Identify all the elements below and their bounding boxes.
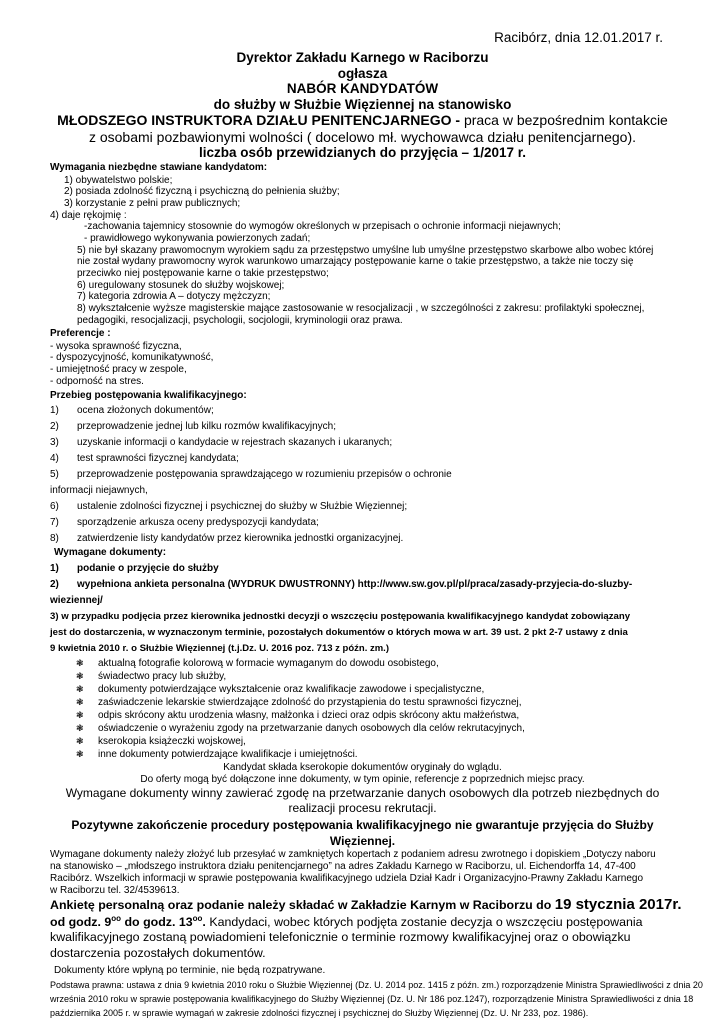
procedure-item: przeprowadzenie postępowania sprawdzającego w rozumieniu przepisów o ochronie — [77, 469, 452, 480]
requirements-heading: Wymagania niezbędne stawiane kandydatom: — [50, 162, 268, 173]
requirement-item: pedagogiki, resocjalizacji, psychologii, socjologii, kryminologii oraz prawa. — [77, 315, 403, 326]
bullet-item: ❃ oświadczenie o wyrażeniu zgody na przetwarzanie danych osobowych dla celów rekrutacyjnych, — [76, 723, 525, 734]
consent-note-2: realizacji procesu rekrutacji. — [288, 801, 437, 815]
requirement-item: 7) kategoria zdrowia A – dotyczy mężczyzn; — [77, 291, 271, 302]
document-item: wieziennej/ — [50, 595, 103, 606]
procedure-num: 1) — [50, 405, 59, 416]
consent-note: Wymagane dokumenty winny zawierać zgodę na przetwarzanie danych osobowych dla potrzeb niezbędnych do — [65, 786, 660, 800]
legal-basis: września 2010 roku w sprawie postępowania kwalifikacyjnego do Służby Więziennej (Dz. U. Nr 186 poz.1247), rozporządzenie Ministra Sprawiedliwości z dnia 18 — [50, 994, 694, 1004]
procedure-num: 6) — [50, 501, 59, 512]
requirement-item: 6) uregulowany stosunek do służby wojskowej; — [77, 280, 285, 291]
bullet-item: ❃ zaświadczenie lekarskie stwierdzające zdolność do przystąpienia do testu sprawności fizycznej, — [76, 697, 522, 708]
bullet-item: ❃ świadectwo pracy lub służby, — [76, 671, 227, 682]
procedure-num: 3) — [50, 437, 59, 448]
procedure-num: 5) — [50, 469, 59, 480]
procedure-item: ocena złożonych dokumentów; — [77, 405, 214, 416]
hours-line: od godz. $9^{oo}$ do godz. $13^{oo}$. Kandydaci, wobec których podjęta zostanie decyzja o wszczęciu postępowania — [50, 914, 643, 930]
flower-bullet-icon: ❃ — [76, 684, 84, 694]
documents-heading: Wymagane dokumenty: — [54, 547, 167, 558]
document-item — [50, 643, 389, 654]
notification-line-2: dostarczenia pozostałych dokumentów. — [50, 946, 266, 960]
date-line: Racibórz, dnia 12.01.2017 r. — [494, 30, 663, 45]
requirement-item: 5) nie był skazany prawomocnym wyrokiem sądu za przestępstwo umyślne lub umyślne przestępstwo skarbowe albo wobec której — [77, 245, 654, 256]
procedure-num: 7) — [50, 517, 59, 528]
position-desc: praca w bezpośrednim kontakcie — [460, 112, 668, 128]
legal-basis: Podstawa prawna: ustawa z dnia 9 kwietnia 2010 roku o Służbie Więziennej (Dz. U. 2014 poz. 1415 z późn. zm.) rozporządzenie Ministra Sprawiedliwości z dnia 20 — [50, 980, 703, 990]
no-guarantee-note-2: Więziennej. — [329, 834, 396, 848]
flower-bullet-icon: ❃ — [76, 710, 84, 720]
procedure-item: ustalenie zdolności fizycznej i psychicznej do służby w Służbie Więziennej; — [77, 501, 408, 512]
header-position — [0, 112, 725, 128]
bullet-item: ❃ odpis skrócony aktu urodzenia własny, małżonka i dzieci oraz odpis skrócony aktu małżeństwa, — [76, 710, 520, 721]
bullet-item: ❃ inne dokumenty potwierdzające kwalifikacje i umiejętności. — [76, 749, 358, 760]
requirement-item: przeciwko niej postępowanie karne o takie przestępstwo; — [77, 268, 329, 279]
preference-item: - umiejętność pracy w zespole, — [50, 364, 187, 375]
copies-note: Kandydat składa kserokopie dokumentów oryginały do wglądu. — [223, 762, 502, 773]
no-guarantee-note: Pozytywne zakończenie procedury postępowania kwalifikacyjnego nie gwarantuje przyjęcia do Służby — [71, 818, 654, 832]
position-title: MŁODSZEGO INSTRUKTORA DZIAŁU PENITENCJARNEGO - — [57, 112, 461, 128]
submission-text: w Raciborzu tel. 32/4539613. — [50, 885, 180, 896]
submission-text: na stanowisko – „młodszego instruktora działu penitencjarnego” na adres Zakładu Karnego w Raciborzu, ul. Eichendorffa 14, 47-400 — [50, 861, 636, 872]
header-director: Dyrektor Zakładu Karnego w Raciborzu — [236, 50, 489, 65]
preference-item: - dyspozycyjność, komunikatywność, — [50, 352, 214, 363]
procedure-item: test sprawności fizycznej kandydata; — [77, 453, 239, 464]
bullet-item: ❃ kserokopia książeczki wojskowej, — [76, 736, 246, 747]
document-item: wypełniona ankieta personalna (WYDRUK DWUSTRONNY) http://www.sw.gov.pl/pl/praca/zasady-przyjecia-do-sluzby- — [77, 579, 633, 590]
requirement-item: 2) posiada zdolność fizyczną i psychiczną do pełnienia służby; — [64, 186, 340, 197]
preference-item: - odporność na stres. — [50, 376, 144, 387]
deadline-date: 19 stycznia 2017r. — [554, 896, 682, 913]
procedure-item: zatwierdzenie listy kandydatów przez kierownika jednostki organizacyjnej. — [77, 533, 404, 544]
header-recruitment: NABÓR KANDYDATÓW — [286, 81, 439, 96]
header-announces: ogłasza — [337, 66, 388, 81]
flower-bullet-icon: ❃ — [76, 697, 84, 707]
preference-item: - wysoka sprawność fizyczna, — [50, 341, 182, 352]
flower-bullet-icon: ❃ — [76, 723, 84, 733]
procedure-num: 2) — [50, 421, 59, 432]
notification-line: kwalifikacyjnego zostaną powiadomieni telefonicznie o terminie rozmowy kwalifikacyjnej oraz o obowiązku — [50, 930, 631, 944]
document-num: 2) — [50, 579, 59, 590]
procedure-item: informacji niejawnych, — [50, 485, 148, 496]
requirement-item: 4) daje rękojmię : — [50, 210, 127, 221]
late-docs-note: Dokumenty które wpłyną po terminie, nie będą rozpatrywane. — [54, 965, 326, 976]
document-item: podanie o przyjęcie do służby — [77, 563, 219, 574]
preferences-heading: Preferencje : — [50, 328, 111, 339]
bullet-item: ❃ dokumenty potwierdzające wykształcenie oraz kwalifikacje zawodowe i specjalistyczne, — [76, 684, 485, 695]
procedure-item: przeprowadzenie jednej lub kilku rozmów kwalifikacyjnych; — [77, 421, 337, 432]
flower-bullet-icon: ❃ — [76, 749, 84, 759]
procedure-heading: Przebieg postępowania kwalifikacyjnego: — [50, 390, 247, 401]
header-count: liczba osób przewidzianych do przyjęcia – 1/2017 r. — [198, 145, 527, 160]
document-law-citation: (t.j.Dz. U. 2016 poz. 713 z późn. zm.) — [225, 643, 389, 654]
procedure-item: uzyskanie informacji o kandydacie w rejestrach skazanych i ukaranych; — [77, 437, 393, 448]
requirement-item: 8) wykształcenie wyższe magisterskie mające zastosowanie w resocjalizacji , w szczególności z zakresu: profilaktyki społecznej, — [77, 303, 645, 314]
requirement-item: nie został wydany prawomocny wyrok warunkowo umarzający postępowanie karne o takie przestępstwo, a także nie toczy się — [77, 256, 634, 267]
requirement-item: - prawidłowego wykonywania powierzonych zadań; — [84, 233, 311, 244]
document-num: 1) — [50, 563, 59, 574]
requirement-item: -zachowania tajemnicy stosownie do wymogów określonych w przepisach o ochronie informacji niejawnych; — [84, 221, 561, 232]
requirement-item: 3) korzystanie z pełni praw publicznych; — [64, 198, 241, 209]
bullet-item: ❃ aktualną fotografie kolorową w formacie wymaganym do dowodu osobistego, — [76, 658, 439, 669]
flower-bullet-icon: ❃ — [76, 736, 84, 746]
flower-bullet-icon: ❃ — [76, 658, 84, 668]
submission-text: Racibórz. Wszelkich informacji w sprawie postępowania kwalifikacyjnego udziela Dział Kadr i Organizacyjno-Prawny Zakładu Karnego — [50, 873, 644, 884]
requirement-item: 1) obywatelstwo polskie; — [64, 175, 173, 186]
document-law: 9 kwietnia 2010 r. o Służbie Więziennej — [50, 643, 226, 654]
flower-bullet-icon: ❃ — [76, 671, 84, 681]
other-docs-note: Do oferty mogą być dołączone inne dokumenty, w tym opinie, referencje z poprzednich miejsc pracy. — [140, 774, 585, 785]
submission-text: Wymagane dokumenty należy złożyć lub przesyłać w zamkniętych kopertach z podaniem adresu zwrotnego i dopiskiem „Dotyczy naboru — [50, 849, 656, 860]
document-item: jest do dostarczenia, w wyznaczonym terminie, pozostałych dokumentów o których mowa w art. 39 ust. 2 pkt 2-7 ustawy z dnia — [50, 627, 628, 638]
legal-basis: października 2005 r. w sprawie wymagań w zakresie zdolności fizycznej i psychicznej do Służby Więziennej (Dz. U. Nr 233, poz. 1986). — [50, 1008, 589, 1018]
header-position-2: z osobami pozbawionymi wolności ( docelowo mł. wychowawca działu penitencjarnego). — [88, 129, 637, 145]
procedure-num: 8) — [50, 533, 59, 544]
procedure-item: sporządzenie arkusza oceny predyspozycji kandydata; — [77, 517, 319, 528]
document-item: 3) w przypadku podjęcia przez kierownika jednostki decyzji o wszczęciu postępowania kwalifikacyjnego kandydat zobowiązany — [50, 611, 631, 622]
deadline-line: Ankietę personalną oraz podanie należy składać w Zakładzie Karnym w Raciborzu do 19 stycznia 2017r. — [50, 896, 682, 913]
header-service: do służby w Służbie Więziennej na stanowisko — [213, 97, 512, 112]
procedure-num: 4) — [50, 453, 59, 464]
